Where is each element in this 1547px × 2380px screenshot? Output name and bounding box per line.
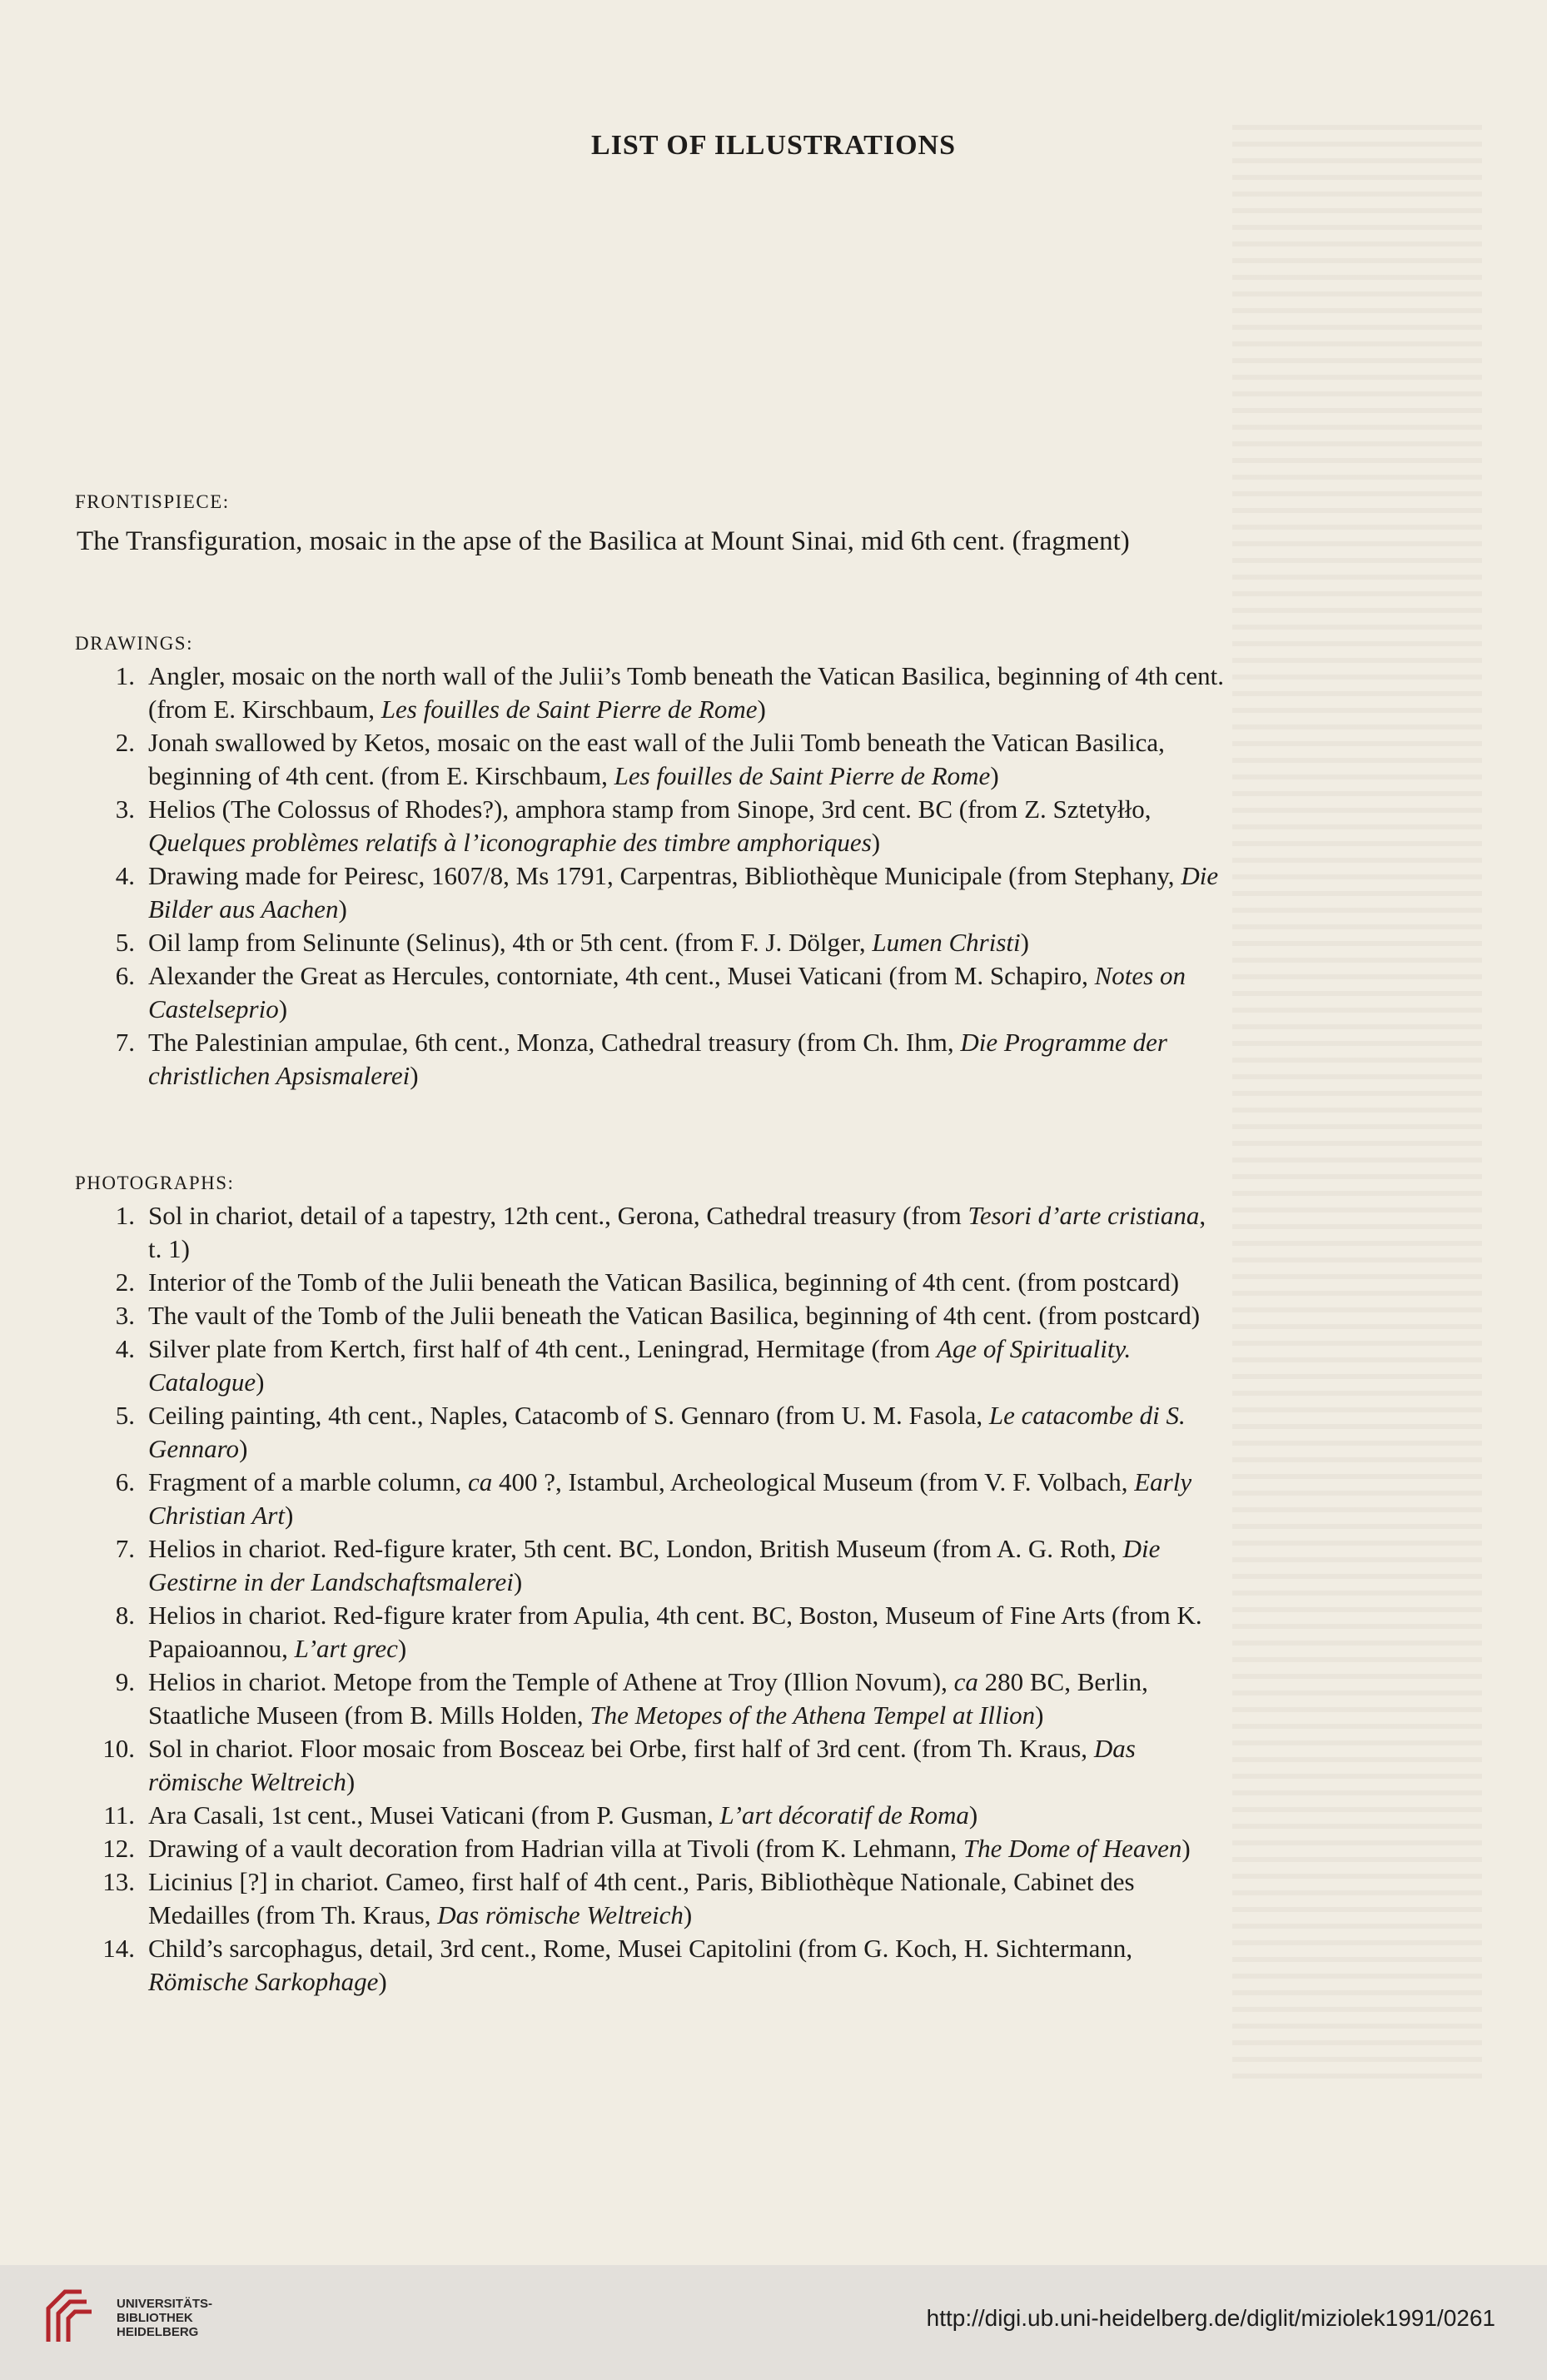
entry-source-title: Das römische Weltreich xyxy=(148,1734,1136,1796)
entry-source-title: Lumen Christi xyxy=(872,928,1021,957)
entry-number: 9. xyxy=(115,1667,135,1696)
photograph-entry xyxy=(75,1466,1224,1532)
drawing-entry xyxy=(75,926,1224,959)
frontispiece-label: FRONTISPIECE: xyxy=(75,491,230,512)
entry-source-title: Römische Sarkophage xyxy=(148,1967,379,1996)
entry-number: 13. xyxy=(102,1867,135,1896)
entry-number: 5. xyxy=(115,1401,135,1430)
entry-number: 2. xyxy=(115,728,135,757)
entry-text: ) xyxy=(513,1567,523,1596)
photograph-entry xyxy=(75,1932,1224,1999)
entry-text: Fragment of a marble column, xyxy=(148,1467,468,1496)
entry-text: ) xyxy=(397,1634,407,1663)
entry-number: 10. xyxy=(102,1734,135,1763)
entry-number: 14. xyxy=(102,1934,135,1963)
library-logo-text: UNIVERSITÄTS- BIBLIOTHEK HEIDELBERG xyxy=(117,2297,213,2339)
entry-number: 6. xyxy=(115,1467,135,1496)
photograph-entry xyxy=(75,1732,1224,1799)
entry-source-title: Les fouilles de Saint Pierre de Rome xyxy=(614,761,991,790)
entry-number: 4. xyxy=(115,1334,135,1363)
entry-source-title: L’art décoratif de Roma xyxy=(719,1800,969,1830)
entry-text: ) xyxy=(410,1061,419,1090)
entry-text: Child’s sarcophagus, detail, 3rd cent., Rome, Musei Capitolini (from G. Koch, H. Sichtermann, xyxy=(148,1934,1133,1963)
entry-text: The Palestinian ampulae, 6th cent., Monza, Cathedral treasury (from Ch. Ihm, xyxy=(148,1028,961,1057)
photograph-entry xyxy=(75,1532,1224,1599)
entry-source-title: Das römische Weltreich xyxy=(437,1900,684,1929)
entry-source-title: Tesori d’arte cristiana xyxy=(967,1201,1200,1230)
photograph-entry xyxy=(75,1865,1224,1932)
entry-text: The vault of the Tomb of the Julii beneath the Vatican Basilica, beginning of 4th cent. (from postcard) xyxy=(148,1301,1201,1330)
entry-text: Sol in chariot. Floor mosaic from Bosceaz bei Orbe, first half of 3rd cent. (from Th. Kraus, xyxy=(148,1734,1094,1763)
entry-number: 1. xyxy=(115,1201,135,1230)
drawing-entry xyxy=(75,793,1224,859)
entry-text: Helios (The Colossus of Rhodes?), amphora stamp from Sinope, 3rd cent. BC (from Z. Sztetyłło, xyxy=(148,794,1152,824)
entry-text: Silver plate from Kertch, first half of 4th cent., Leningrad, Hermitage (from xyxy=(148,1334,937,1363)
entry-text: 280 BC, Berlin, Staatliche Museen (from B. Mills Holden, xyxy=(148,1667,1148,1730)
photograph-entry xyxy=(75,1666,1224,1732)
entry-text: Licinius [?] in chariot. Cameo, first half of 4th cent., Paris, Bibliothèque Nationale, Cabinet des Medailles (from Th. Kraus, xyxy=(148,1867,1135,1929)
photograph-entry xyxy=(75,1332,1224,1399)
entry-text: ) xyxy=(757,695,766,724)
library-logo-icon xyxy=(40,2283,107,2350)
entry-source-title: Age of Spirituality. Catalogue xyxy=(148,1334,1132,1397)
entry-text: ) xyxy=(338,894,347,924)
entry-text: Helios in chariot. Red-figure krater, 5th cent. BC, London, British Museum (from A. G. Roth, xyxy=(148,1534,1123,1563)
page-title: LIST OF ILLUSTRATIONS xyxy=(591,130,956,161)
entry-text: Helios in chariot. Metope from the Temple of Athene at Troy (Illion Novum), xyxy=(148,1667,954,1696)
entry-number: 1. xyxy=(115,661,135,690)
source-url-link[interactable]: http://digi.ub.uni-heidelberg.de/diglit/miziolek1991/0261 xyxy=(926,2305,1495,2331)
entry-number: 3. xyxy=(115,1301,135,1330)
photograph-entry xyxy=(75,1199,1224,1266)
entry-source-title: Notes on Castelseprio xyxy=(148,961,1186,1023)
entry-text: ) xyxy=(990,761,999,790)
entry-text: ) xyxy=(1181,1834,1191,1863)
drawing-entry xyxy=(75,959,1224,1026)
entry-text: ) xyxy=(278,994,288,1023)
entry-number: 12. xyxy=(102,1834,135,1863)
drawings-label: DRAWINGS: xyxy=(75,633,193,654)
entry-source-title: ca xyxy=(467,1467,493,1496)
entry-source-title: Les fouilles de Saint Pierre de Rome xyxy=(381,695,758,724)
entry-text: ) xyxy=(1035,1700,1044,1730)
entry-text: Ara Casali, 1st cent., Musei Vaticani (from P. Gusman, xyxy=(148,1800,720,1830)
entry-number: 2. xyxy=(115,1267,135,1297)
entry-text: ) xyxy=(284,1501,294,1530)
photograph-entry xyxy=(75,1832,1224,1865)
entry-source-title: The Dome of Heaven xyxy=(963,1834,1182,1863)
entry-text: ) xyxy=(378,1967,387,1996)
frontispiece-text: The Transfiguration, mosaic in the apse of the Basilica at Mount Sinai, mid 6th cent. (fragment) xyxy=(77,526,1130,556)
entry-number: 6. xyxy=(115,961,135,990)
entry-source-title: L’art grec xyxy=(294,1634,398,1663)
entry-text: ) xyxy=(346,1767,356,1796)
photograph-entry xyxy=(75,1299,1224,1332)
entry-text: , t. 1) xyxy=(148,1201,1206,1263)
entry-source-title: ca xyxy=(953,1667,978,1696)
photograph-entry xyxy=(75,1399,1224,1466)
footer-bar xyxy=(0,2265,1547,2380)
entry-source-title: Die Programme der christlichen Apsismalerei xyxy=(148,1028,1167,1090)
drawing-entry xyxy=(75,859,1224,926)
photograph-entry xyxy=(75,1799,1224,1832)
entry-source-title: Die Gestirne in der Landschaftsmalerei xyxy=(148,1534,1161,1596)
entry-text: ) xyxy=(683,1900,693,1929)
entry-number: 4. xyxy=(115,861,135,890)
entry-text: Ceiling painting, 4th cent., Naples, Catacomb of S. Gennaro (from U. M. Fasola, xyxy=(148,1401,989,1430)
entry-number: 11. xyxy=(103,1800,135,1830)
entry-text: Drawing made for Peiresc, 1607/8, Ms 1791, Carpentras, Bibliothèque Municipale (from Stephany, xyxy=(148,861,1181,890)
entry-text: Interior of the Tomb of the Julii beneath the Vatican Basilica, beginning of 4th cent. (from postcard) xyxy=(148,1267,1180,1297)
drawing-entry xyxy=(75,726,1224,793)
entry-text: Jonah swallowed by Ketos, mosaic on the east wall of the Julii Tomb beneath the Vatican Basilica, beginning of 4th cent. (from E. Kirschbaum, xyxy=(148,728,1165,790)
entry-number: 3. xyxy=(115,794,135,824)
entry-text: ) xyxy=(968,1800,978,1830)
bleed-through-shadow xyxy=(1232,125,1482,2082)
entry-text: Angler, mosaic on the north wall of the Julii’s Tomb beneath the Vatican Basilica, beginning of 4th cent. (from E. Kirschbaum, xyxy=(148,661,1224,724)
photographs-label: PHOTOGRAPHS: xyxy=(75,1173,235,1193)
entry-text: Helios in chariot. Red-figure krater from Apulia, 4th cent. BC, Boston, Museum of Fine Arts (from K. Papaioannou, xyxy=(148,1601,1202,1663)
drawings-list xyxy=(75,660,1224,1093)
entry-source-title: Die Bilder aus Aachen xyxy=(148,861,1219,924)
entry-text: ) xyxy=(871,828,881,857)
entry-text: ) xyxy=(256,1367,265,1397)
entry-text: Oil lamp from Selinunte (Selinus), 4th or 5th cent. (from F. J. Dölger, xyxy=(148,928,873,957)
photograph-entry xyxy=(75,1599,1224,1666)
entry-source-title: Early Christian Art xyxy=(148,1467,1192,1530)
entry-number: 7. xyxy=(115,1028,135,1057)
photograph-entry xyxy=(75,1266,1224,1299)
drawing-entry xyxy=(75,1026,1224,1093)
photographs-list xyxy=(75,1199,1224,1999)
entry-number: 5. xyxy=(115,928,135,957)
entry-source-title: The Metopes of the Athena Tempel at Illion xyxy=(589,1700,1036,1730)
entry-text: Sol in chariot, detail of a tapestry, 12th cent., Gerona, Cathedral treasury (from xyxy=(148,1201,968,1230)
entry-text: Drawing of a vault decoration from Hadrian villa at Tivoli (from K. Lehmann, xyxy=(148,1834,963,1863)
entry-number: 8. xyxy=(115,1601,135,1630)
entry-text: 400 ?, Istambul, Archeological Museum (from V. F. Volbach, xyxy=(492,1467,1135,1496)
entry-source-title: Le catacombe di S. Gennaro xyxy=(148,1401,1186,1463)
entry-text: Alexander the Great as Hercules, contorniate, 4th cent., Musei Vaticani (from M. Schapiro, xyxy=(148,961,1095,990)
entry-text: ) xyxy=(1020,928,1029,957)
entry-number: 7. xyxy=(115,1534,135,1563)
entry-source-title: Quelques problèmes relatifs à l’iconographie des timbre amphoriques xyxy=(148,828,872,857)
drawing-entry xyxy=(75,660,1224,726)
entry-text: ) xyxy=(239,1434,248,1463)
